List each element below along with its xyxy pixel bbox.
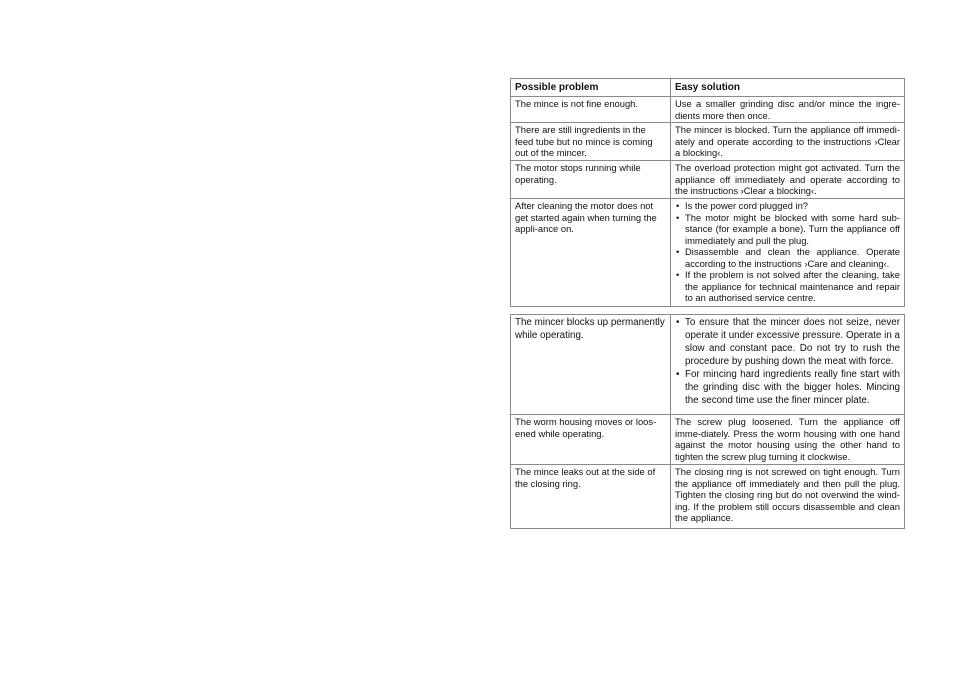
table-row bbox=[511, 465, 905, 529]
solution-cell: Use a smaller grinding disc and/or mince the ingre-dients more then once. bbox=[671, 97, 905, 123]
header-possible-problem: Possible problem bbox=[511, 79, 671, 97]
table-row bbox=[511, 199, 905, 307]
solution-bullet: • The motor might be blocked with some hard sub-stance (for example a bone). Turn the appliance off immediately and pull the plug. bbox=[675, 212, 900, 247]
problem-cell: There are still ingredients in the feed tube but no mince is coming out of the mincer. bbox=[511, 123, 671, 161]
solution-bullet: • For mincing hard ingredients really fine start with the grinding disc with the bigger holes. Mincing the second time use the finer mincer plate. bbox=[675, 368, 900, 407]
problem-cell: The motor stops running while operating. bbox=[511, 161, 671, 199]
table-row bbox=[511, 123, 905, 161]
solution-bullet-list bbox=[675, 316, 900, 407]
solution-bullet: • To ensure that the mincer does not seize, never operate it under excessive pressure. Operate in a slow and constant pace. Do not try to rush the procedure by pushing down the meat with force. bbox=[675, 316, 900, 368]
problem-cell: The mince leaks out at the side of the closing ring. bbox=[511, 465, 671, 529]
table-header-row bbox=[511, 79, 905, 97]
table-row bbox=[511, 161, 905, 199]
problem-cell: The mince is not fine enough. bbox=[511, 97, 671, 123]
solution-cell bbox=[671, 315, 905, 415]
table-row bbox=[511, 97, 905, 123]
troubleshooting-table-bottom bbox=[510, 314, 905, 529]
problem-cell: The mincer blocks up permanently while operating. bbox=[511, 315, 671, 415]
troubleshooting-table-top bbox=[510, 78, 905, 307]
solution-cell: The overload protection might got activated. Turn the appliance off immediately and operate according to the instructions ›Clear a blocking‹. bbox=[671, 161, 905, 199]
solution-cell: The closing ring is not screwed on tight enough. Turn the appliance off immediately and then pull the plug. Tighten the closing ring but do not overwind the wind-ing. If the problem still occurs disassemble and clean the appliance. bbox=[671, 465, 905, 529]
header-easy-solution: Easy solution bbox=[671, 79, 905, 97]
solution-bullet: • Is the power cord plugged in? bbox=[675, 200, 900, 212]
solution-cell bbox=[671, 199, 905, 307]
solution-bullet-list bbox=[675, 200, 900, 304]
problem-cell: The worm housing moves or loos-ened while operating. bbox=[511, 415, 671, 465]
solution-cell: The mincer is blocked. Turn the appliance off immedi-ately and operate according to the instructions ›Clear a blocking‹. bbox=[671, 123, 905, 161]
table-row bbox=[511, 415, 905, 465]
solution-bullet: • Disassemble and clean the appliance. Operate according to the instructions ›Care and cleaning‹. bbox=[675, 246, 900, 269]
solution-cell: The screw plug loosened. Turn the appliance off imme-diately. Press the worm housing with one hand against the motor housing using the other hand to tighten the screw plug turning it clockwise. bbox=[671, 415, 905, 465]
table-row bbox=[511, 315, 905, 415]
problem-cell: After cleaning the motor does not get started again when turning the appli-ance on. bbox=[511, 199, 671, 307]
solution-bullet: • If the problem is not solved after the cleaning, take the appliance for technical maintenance and repair to an authorised service centre. bbox=[675, 269, 900, 304]
